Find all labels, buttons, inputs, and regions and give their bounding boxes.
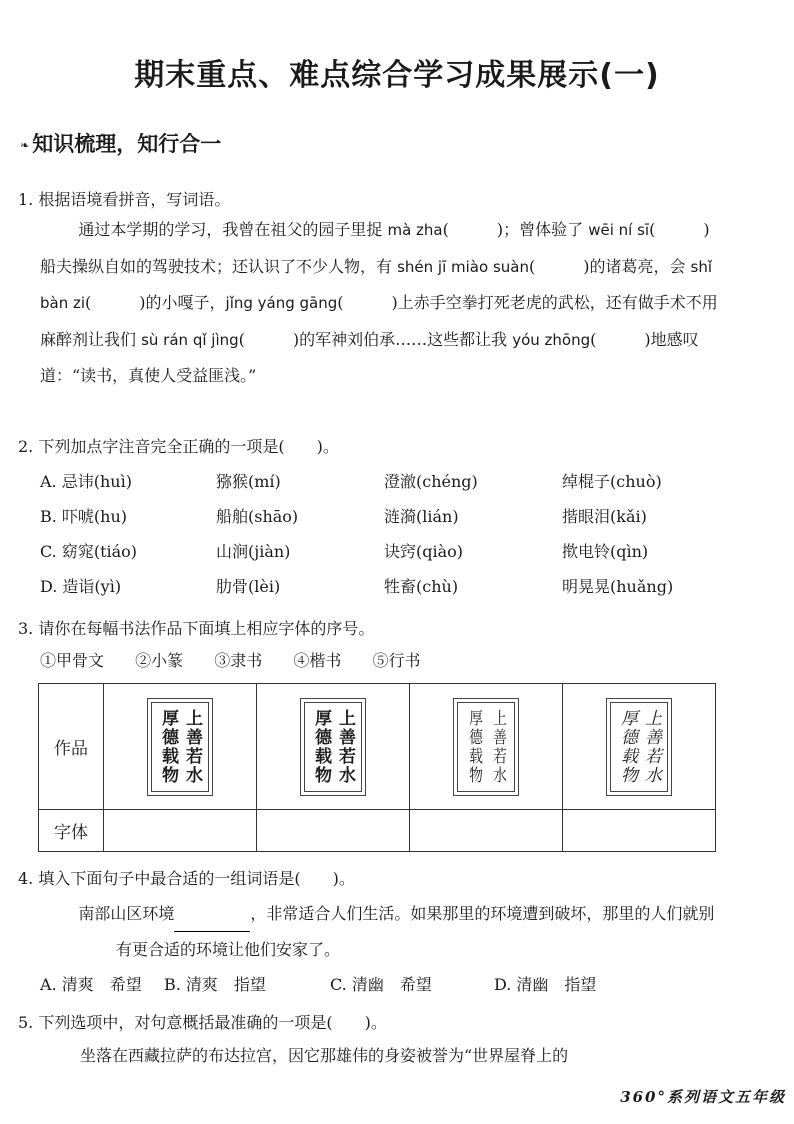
font-option: ⑤行书 [372, 651, 421, 670]
paragraph-text: ( )的诸葛亮，会 [528, 256, 691, 276]
paragraph-text: ( )上赤手空拳打死老虎的武松，还有做手术不用麻醉剂让我们 [40, 293, 718, 349]
option-cell: 揩眼泪(kǎi) [562, 507, 647, 526]
q4-text-b: ，非常适合人们生活。如果那里的环境遭到破坏，那里的人们就别 [250, 904, 715, 923]
paragraph-text: ( )；曾体验了 [442, 220, 589, 239]
font-option: ②小篆 [135, 651, 184, 670]
option-cell: 涟漪(lián) [384, 507, 459, 526]
calligraphy-table [38, 683, 716, 852]
paragraph-text: ( )船夫操纵自如的驾驶技术；还认识了不少人物，有 [40, 220, 710, 276]
row-label-works: 作品 [39, 684, 104, 810]
scroll-text: 上善若水 [182, 708, 202, 785]
page-title: 期末重点、难点综合学习成果展示(一) [134, 58, 660, 93]
option-cell: 船舶(shāo) [216, 507, 299, 526]
calligraphy-scroll [606, 698, 672, 796]
option-cell: 诀窍(qiào) [384, 542, 464, 561]
calligraphy-scroll [300, 698, 366, 796]
answer-cell[interactable] [257, 810, 410, 852]
option: C. 清幽 希望 [330, 975, 432, 994]
option: D. 清幽 指望 [494, 975, 597, 994]
fill-blank[interactable] [40, 951, 116, 967]
paragraph-text: 通过本学期的学习，我曾在祖父的园子里捉 [78, 220, 388, 239]
option: A. 清爽 希望 [40, 975, 142, 994]
footer-series: 360°系列语文五年级 [620, 1088, 786, 1106]
pinyin: sù rán qǐ jìng [141, 330, 239, 349]
font-option: ③隶书 [214, 651, 263, 670]
calligraphy-scroll [453, 698, 519, 796]
section-heading [20, 128, 221, 158]
pinyin: shén jī miào suàn [397, 257, 529, 276]
paragraph-text: ( )的小嘎子， [85, 293, 226, 313]
pinyin: yóu zhōng [512, 330, 591, 349]
option-cell: 山涧(jiàn) [216, 542, 291, 561]
option-cell: 澄澈(chéng) [384, 472, 478, 491]
pinyin: wēi ní sī [588, 221, 650, 239]
option-cell: 绰棍子(chuò) [562, 472, 662, 491]
question-4-text [40, 896, 724, 967]
row-label-font: 字体 [39, 810, 104, 852]
option-cell: D. 造诣(yì) [40, 577, 122, 596]
question-2-stem: 2. 下列加点字注音完全正确的一项是( )。 [18, 437, 339, 456]
fill-blank[interactable] [174, 915, 250, 932]
paragraph-text: ( )地感叹道：“读书，真使人受益匪浅。” [40, 329, 699, 386]
section-title: 知识梳理，知行合一 [32, 132, 222, 156]
option-cell: 肋骨(lèi) [216, 577, 281, 596]
option-cell: A. 忌讳(huì) [40, 472, 132, 491]
option-cell: 揿电铃(qìn) [562, 542, 649, 561]
artwork-cell [410, 684, 563, 810]
q4-text-a: 南部山区环境 [78, 904, 175, 923]
scroll-text: 上善若水 [490, 708, 506, 785]
scroll-text: 上善若水 [335, 708, 355, 785]
question-1-text [40, 212, 724, 394]
artwork-cell [257, 684, 410, 810]
font-option: ①甲骨文 [40, 651, 105, 670]
option-cell: 猕猴(mí) [216, 472, 281, 491]
artwork-cell [563, 684, 716, 810]
scroll-text: 厚德载物 [617, 708, 637, 785]
question-5-stem: 5. 下列选项中，对句意概括最准确的一项是( )。 [18, 1013, 387, 1032]
question-4-stem: 4. 填入下面句子中最合适的一组词语是( )。 [18, 869, 355, 888]
scroll-text: 厚德载物 [311, 708, 331, 785]
answer-cell[interactable] [410, 810, 563, 852]
pinyin: shǐ bàn zi [40, 257, 713, 313]
paragraph-text: ( )的军神刘伯承……这些都让我 [238, 329, 513, 349]
section-mark-icon: ❧ [20, 138, 29, 152]
option-cell: B. 吓唬(hu) [40, 507, 128, 526]
pinyin: jǐng yáng gāng [225, 294, 338, 313]
artwork-cell [104, 684, 257, 810]
scroll-text: 上善若水 [641, 708, 661, 785]
font-option: ④楷书 [293, 651, 342, 670]
option-cell: 明晃晃(huǎng) [562, 577, 674, 596]
q4-text-c: 有更合适的环境让他们安家了。 [116, 939, 341, 959]
font-list [40, 648, 420, 671]
answer-cell[interactable] [563, 810, 716, 852]
calligraphy-scroll [147, 698, 213, 796]
question-5-text: 坐落在西藏拉萨的布达拉宫，因它那雄伟的身姿被誉为“世界屋脊上的 [80, 1046, 569, 1065]
question-3-stem: 3. 请你在每幅书法作品下面填上相应字体的序号。 [18, 619, 375, 638]
option: B. 清爽 指望 [164, 975, 266, 994]
scroll-text: 厚德载物 [158, 708, 178, 785]
scroll-text: 厚德载物 [466, 708, 482, 785]
option-cell: C. 窈窕(tiáo) [40, 542, 138, 561]
answer-cell[interactable] [104, 810, 257, 852]
pinyin: mà zha [387, 221, 443, 239]
option-cell: 牲畜(chù) [384, 577, 459, 596]
question-1-stem: 1. 根据语境看拼音，写词语。 [18, 190, 231, 209]
